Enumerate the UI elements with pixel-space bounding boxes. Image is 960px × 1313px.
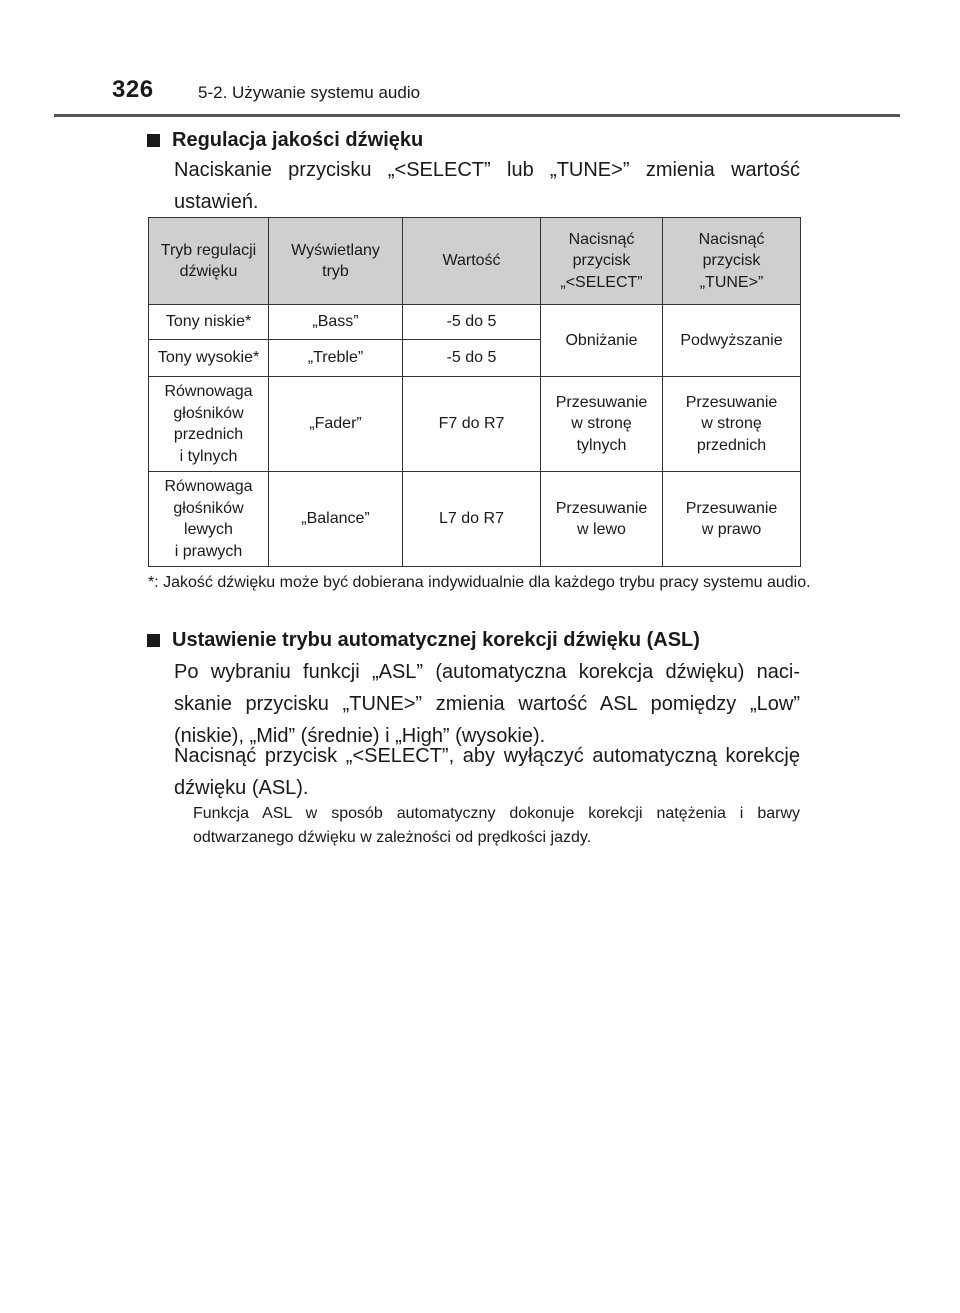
table-row: [149, 305, 801, 340]
table-cell: F7 do R7: [403, 377, 541, 472]
table-cell: -5 do 5: [403, 340, 541, 377]
table-cell: Przesuwanie w lewo: [541, 472, 663, 567]
table-cell: Równowaga głośników lewych i prawych: [149, 472, 269, 567]
page-header: [0, 0, 960, 118]
table-cell: Równowaga głośników przednich i tylnych: [149, 377, 269, 472]
table-cell: Przesuwanie w prawo: [663, 472, 801, 567]
section-heading-sound-quality: [147, 129, 423, 152]
sound-quality-paragraph: Naciskanie przycisku „<SELECT” lub „TUNE>” zmienia wartość ustawień.: [174, 159, 800, 213]
table-row: [149, 472, 801, 567]
table-row: [149, 377, 801, 472]
table-header-cell: Wyświetlany tryb: [269, 218, 403, 305]
table-cell: Przesuwanie w stronę przednich: [663, 377, 801, 472]
table-cell: „Balance”: [269, 472, 403, 567]
square-bullet-icon: [147, 634, 160, 647]
section-heading-text: Ustawienie trybu automatycznej korekcji dźwięku (ASL): [172, 629, 700, 651]
table-cell: „Treble”: [269, 340, 403, 377]
table-cell: Tony niskie*: [149, 305, 269, 340]
table-header-cell: Nacisnąć przycisk „<SELECT”: [541, 218, 663, 305]
asl-paragraph: Po wybraniu funkcji „ASL” (automatyczna korekcja dźwięku) naci-skanie przycisku „TUNE>” zmienia wartość ASL pomiędzy „Low” (niskie), „Mid” (średnie) i „High” (wysokie).: [174, 661, 800, 747]
table-header-cell: Tryb regulacji dźwięku: [149, 218, 269, 305]
table-header-cell: Wartość: [403, 218, 541, 305]
square-bullet-icon: [147, 134, 160, 147]
section-heading-text: Regulacja jakości dźwięku: [172, 129, 424, 151]
header-divider: [54, 114, 900, 117]
table-header-cell: Nacisnąć przycisk „TUNE>”: [663, 218, 801, 305]
table-cell: L7 do R7: [403, 472, 541, 567]
sound-settings-table: [148, 217, 801, 567]
table-cell: „Bass”: [269, 305, 403, 340]
table-cell: Obniżanie: [541, 305, 663, 377]
asl-note: Funkcja ASL w sposób automatyczny dokonuje korekcji natężenia i barwy odtwarzanego dźwięku w zależności od prędkości jazdy.: [193, 805, 800, 846]
table-cell: -5 do 5: [403, 305, 541, 340]
chapter-title: 5-2. Używanie systemu audio: [198, 83, 421, 102]
section-heading-asl: [147, 629, 700, 652]
table-cell: Przesuwanie w stronę tylnych: [541, 377, 663, 472]
table-cell: Tony wysokie*: [149, 340, 269, 377]
page-number: 326: [112, 76, 154, 103]
table-cell: „Fader”: [269, 377, 403, 472]
asl-off-paragraph: Nacisnąć przycisk „<SELECT”, aby wyłączyć automatyczną korekcję dźwięku (ASL).: [174, 745, 800, 799]
table-header-row: [149, 218, 801, 305]
table-cell: Podwyższanie: [663, 305, 801, 377]
table-footnote: *: Jakość dźwięku może być dobierana indywidualnie dla każdego trybu pracy systemu audio.: [148, 574, 811, 591]
